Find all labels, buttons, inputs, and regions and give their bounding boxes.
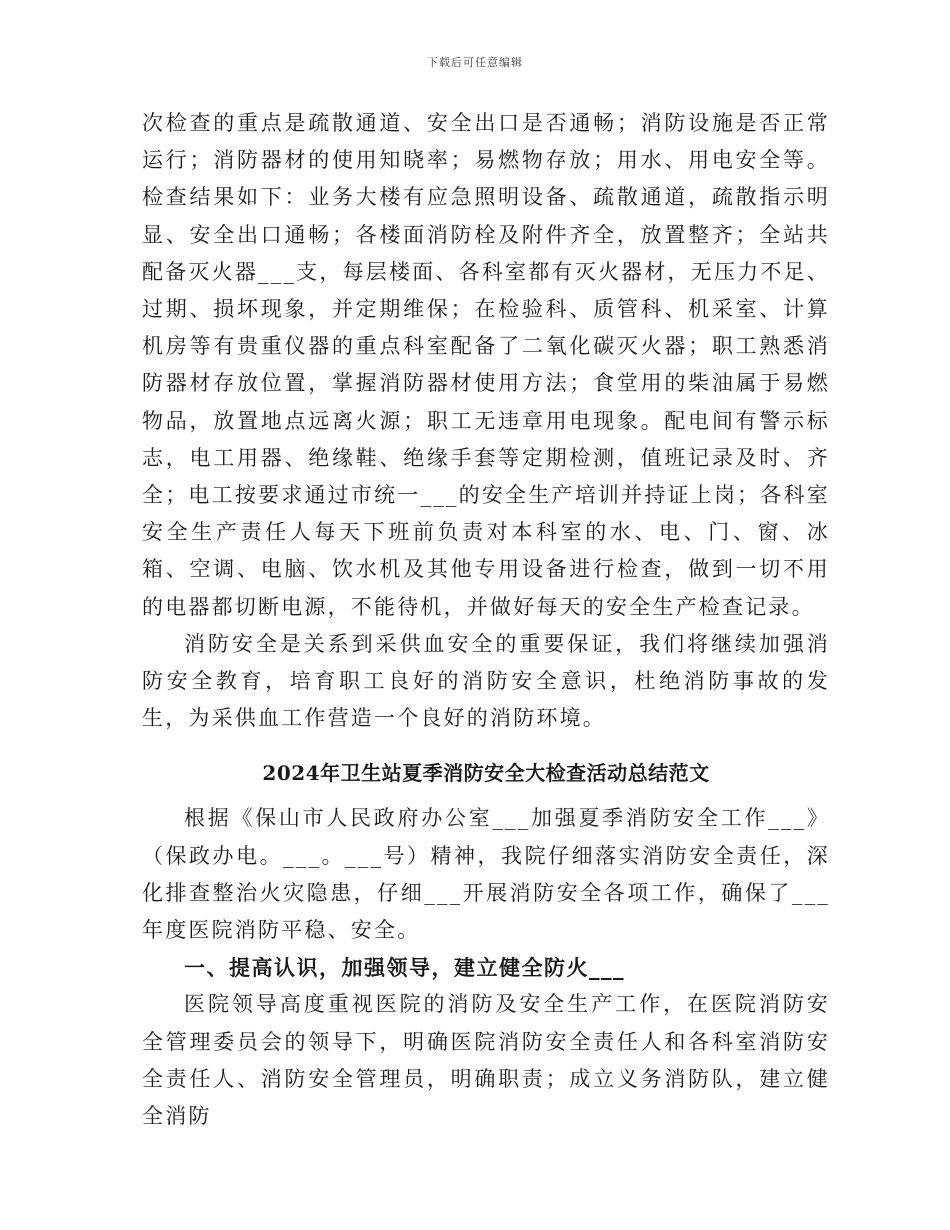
paragraph-leadership: 医院领导高度重视医院的消防及安全生产工作，在医院消防安全管理委员会的领导下，明确医院消防安全责任人和各科室消防安全责任人、消防安全管理员，明确职责；成立义务消防队，建立健全消防 — [142, 992, 830, 1129]
paragraph-introduction: 根据《保山市人民政府办公室___加强夏季消防安全工作___》（保政办电。___。___号）精神，我院仔细落实消防安全责任，深化排查整治火灾隐患，仔细___开展消防安全各项工作，确保了___年度医院消防平稳、安全。 — [142, 806, 830, 943]
section-heading-1: 一、提高认识，加强领导，建立健全防火___ — [184, 955, 625, 981]
document-body — [142, 105, 830, 1135]
page-header-note: 下载后可任意编辑 — [427, 56, 523, 69]
document-title: 2024年卫生站夏季消防安全大检查活动总结范文 — [262, 761, 710, 786]
paragraph-inspection-results: 次检查的重点是疏散通道、安全出口是否通畅；消防设施是否正常运行；消防器材的使用知晓率；易燃物存放；用水、用电安全等。检查结果如下：业务大楼有应急照明设备、疏散通道，疏散指示明显、安全出口通畅；各楼面消防栓及附件齐全，放置整齐；全站共配备灭火器___支，每层楼面、各科室都有灭火器材，无压力不足、过期、损坏现象，并定期维保；在检验科、质管科、机采室、计算机房等有贵重仪器的重点科室配备了二氧化碳灭火器；职工熟悉消防器材存放位置，掌握消防器材使用方法；食堂用的柴油属于易燃物品，放置地点远离火源；职工无违章用电现象。配电间有警示标志，电工用器、绝缘鞋、绝缘手套等定期检测，值班记录及时、齐全；电工按要求通过市统一___的安全生产培训并持证上岗；各科室安全生产责任人每天下班前负责对本科室的水、电、门、窗、冰箱、空调、电脑、饮水机及其他专用设备进行检查，做到一切不用的电器都切断电源，不能待机，并做好每天的安全生产检查记录。 — [142, 111, 830, 619]
paragraph-conclusion: 消防安全是关系到采供血安全的重要保证，我们将继续加强消防安全教育，培育职工良好的消防安全意识，杜绝消防事故的发生，为采供血工作营造一个良好的消防环境。 — [142, 631, 830, 731]
